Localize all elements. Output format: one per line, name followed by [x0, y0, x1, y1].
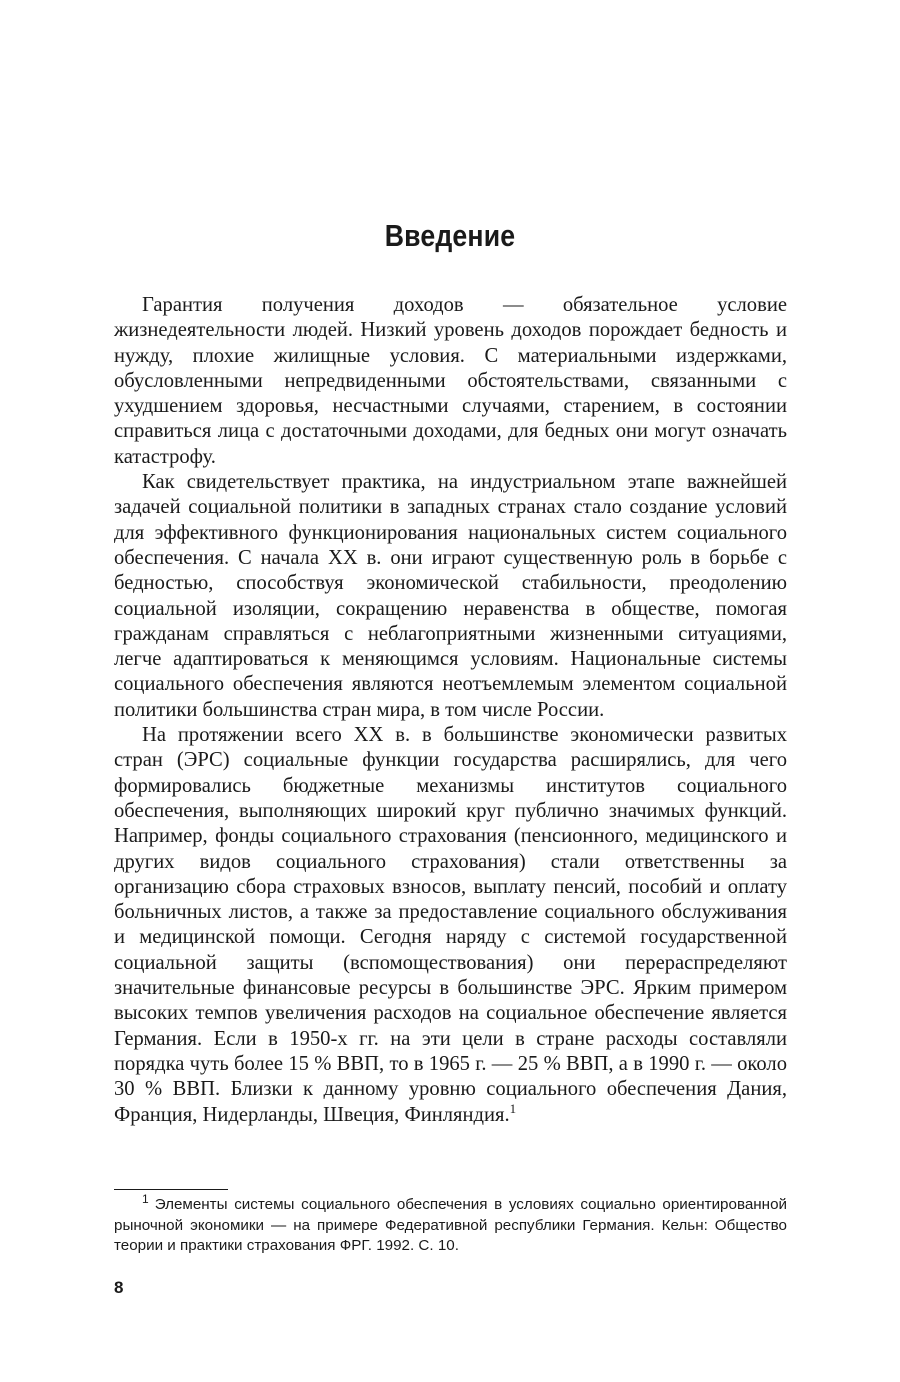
- footnote-reference[interactable]: 1: [509, 1100, 517, 1116]
- paragraph-2: Как свидетельствует практика, на индустриальном этапе важнейшей задачей социальной политики в западных странах стало создание условий для эффективного функционирования национальных систем социального обеспечения. С начала XX в. они играют существенную роль в борьбе с бедностью, способствуя экономической стабильности, преодолению социальной изоляции, сокращению неравенства в обществе, помогая гражданам справляться с неблагоприятными жизненными ситуациями, легче адаптироваться к меняющимся условиям. Национальные системы социального обеспечения являются неотъемлемым элементом социальной политики большинства стран мира, в том числе России.: [114, 471, 787, 721]
- paragraph-1: Гарантия получения доходов — обязательное условие жизнедеятельности людей. Низкий уровень доходов порождает бедность и нужду, плохие жилищные условия. С материальными издержками, обусловленными непредвиденными обстоятельствами, связанными с ухудшением здоровья, несчастными случаями, старением, в состоянии справиться лица с достаточными доходами, для бедных они могут означать катастрофу.: [114, 294, 787, 468]
- paragraph-3: На протяжении всего XX в. в большинстве экономически развитых стран (ЭРС) социальные функции государства расширялись, для чего формировались бюджетные механизмы институтов социального обеспечения, выполняющих широкий круг публично значимых функций. Например, фонды социального страхования (пенсионного, медицинского и других видов социального страхования) стали ответственны за организацию сбора страховых взносов, выплату пенсий, пособий и оплату больничных листов, а также за предоставление социального обслуживания и медицинской помощи. Сегодня наряду с системой государственной социальной защиты (вспомоществования) они перераспределяют значительные финансовые ресурсы в большинстве ЭРС. Ярким примером высоких темпов увеличения расходов на социальное обеспечение является Германия. Если в 1950-х гг. на эти цели в стране расходы составляли порядка чуть более 15 % ВВП, то в 1965 г. — 25 % ВВП, а в 1990 г. — около 30 % ВВП. Близки к данному уровню социального обеспечения Дания, Франция, Нидерланды, Швеция, Финляндия.$^1$: [114, 724, 787, 1126]
- chapter-title: Введение: [384, 218, 516, 253]
- page-number: 8: [114, 1278, 124, 1297]
- footnote-text: Элементы системы социального обеспечения в условиях социально ориентированной рыночной экономики — на примере Федеративной республики Германия. Кельн: Общество теории и практики страхования ФРГ. 1992. С. 10.: [114, 1196, 787, 1254]
- footnote-divider: [114, 1189, 228, 1190]
- paragraph-3-text: На протяжении всего XX в. в большинстве экономически развитых стран (ЭРС) социальные функции государства расширялись, для чего формировались бюджетные механизмы институтов социального обеспечения, выполняющих широкий круг публично значимых функций. Например, фонды социального страхования (пенсионного, медицинского и других видов социального страхования) стали ответственны за организацию сбора страховых взносов, выплату пенсий, пособий и оплату больничных листов, а также за предоставление социального обслуживания и медицинской помощи. Сегодня наряду с системой государственной социальной защиты (вспомоществования) они перераспределяют значительные финансовые ресурсы в большинстве ЭРС. Ярким примером высоких темпов увеличения расходов на социальное обеспечение является Германия. Если в 1950-х гг. на эти цели в стране расходы составляли порядка чуть более 15 % ВВП, то в 1965 г. — 25 % ВВП, а в 1990 г. — около 30 % ВВП. Близки к данному уровню социального обеспечения Дания, Франция, Нидерланды, Швеция, Финляндия: [114, 724, 787, 1126]
- footnote-number: 1: [142, 1191, 149, 1206]
- body-text: [114, 293, 787, 1128]
- footnote: [114, 1191, 787, 1257]
